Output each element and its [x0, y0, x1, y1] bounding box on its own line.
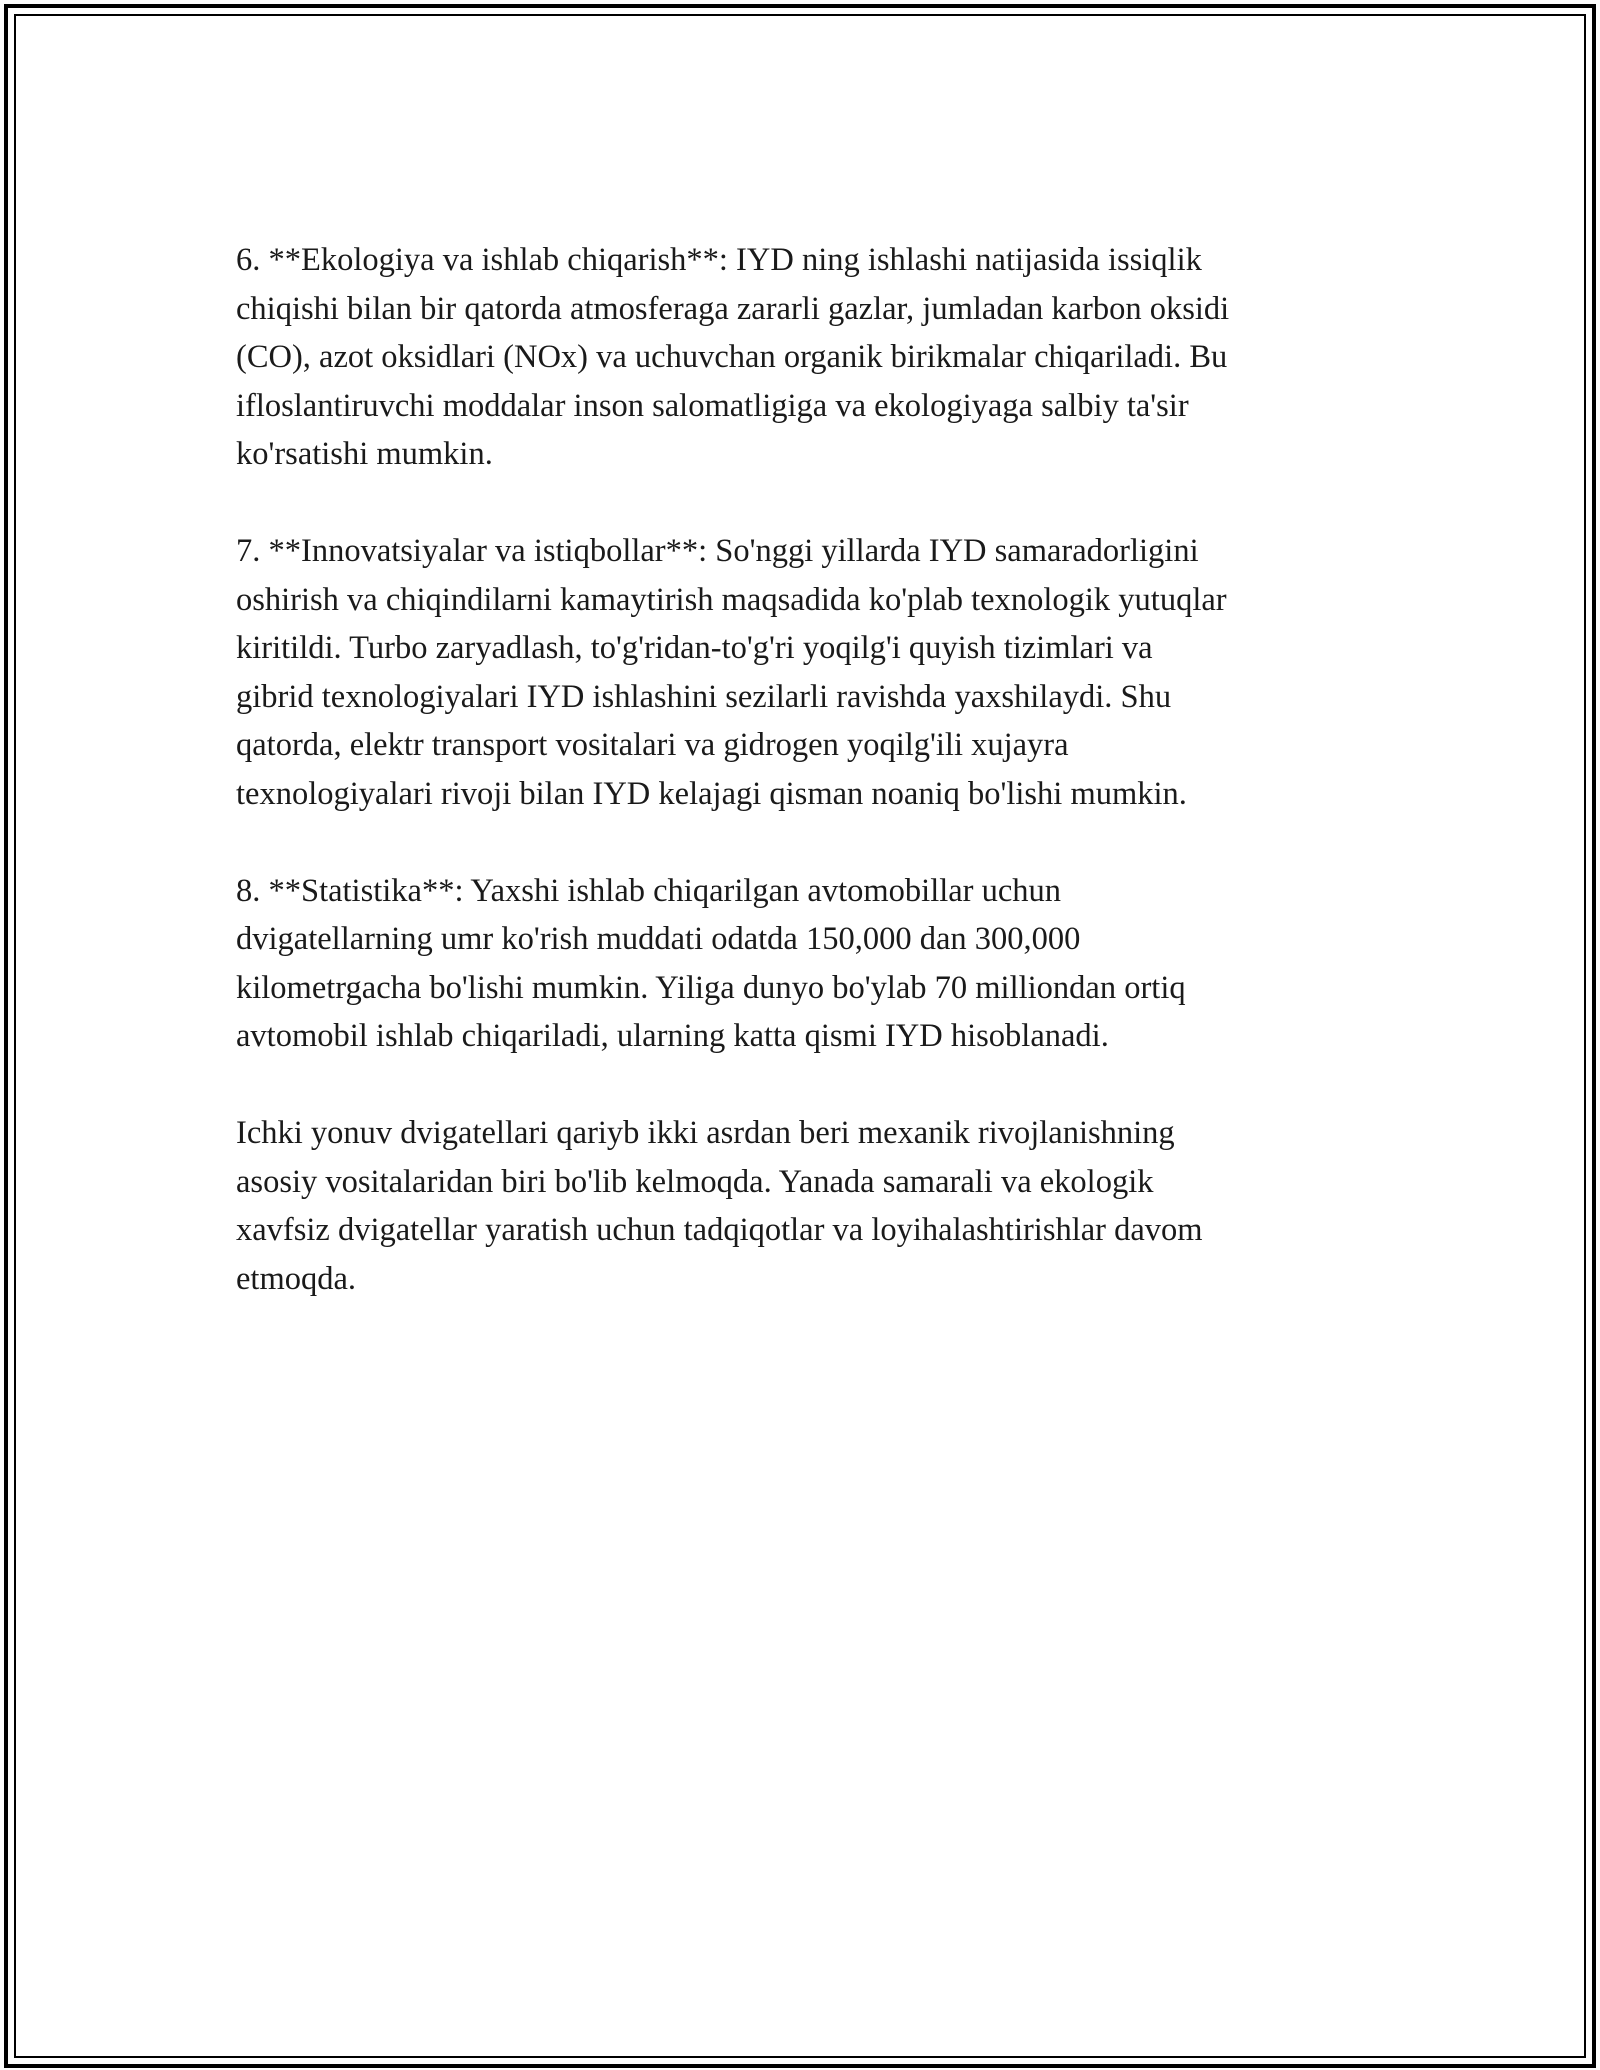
paragraph-ecology: 6. **Ekologiya va ishlab chiqarish**: IYD ning ishlashi natijasida issiqlik chiqishi bilan bir qatorda atmosferaga zararli gazlar, jumladan karbon oksidi (CO), azot oksidlari (NOx) va uchuvchan organik birikmalar chiqariladi. Bu ifloslantiruvchi moddalar inson salomatligiga va ekologiyaga salbiy ta'sir ko'rsatishi mumkin.	[236, 242, 1230, 472]
paragraph-innovations: 7. **Innovatsiyalar va istiqbollar**: So'nggi yillarda IYD samaradorligini oshirish va chiqindilarni kamaytirish maqsadida ko'plab texnologik yutuqlar kiritildi. Turbo zaryadlash, to'g'ridan-to'g'ri yoqilg'i quyish tizimlari va gibrid texnologiyalari IYD ishlashini sezilarli ravishda yaxshilaydi. Shu qatorda, elektr transport vositalari va gidrogen yoqilg'ili xujayra texnologiyalari rivoji bilan IYD kelajagi qisman noaniq bo'lishi mumkin.	[236, 533, 1227, 812]
document-body	[236, 236, 1386, 1352]
paragraph-conclusion: Ichki yonuv dvigatellari qariyb ikki asrdan beri mexanik rivojlanishning asosiy vositalaridan biri bo'lib kelmoqda. Yanada samarali va ekologik xavfsiz dvigatellar yaratish uchun tadqiqotlar va loyihalashtirishlar davom etmoqda.	[236, 1115, 1203, 1297]
paragraph-statistics: 8. **Statistika**: Yaxshi ishlab chiqarilgan avtomobillar uchun dvigatellarning umr ko'rish muddati odatda 150,000 dan 300,000 kilometrgacha bo'lishi mumkin. Yiliga dunyo bo'ylab 70 milliondan ortiq avtomobil ishlab chiqariladi, ularning katta qismi IYD hisoblanadi.	[236, 872, 1186, 1054]
